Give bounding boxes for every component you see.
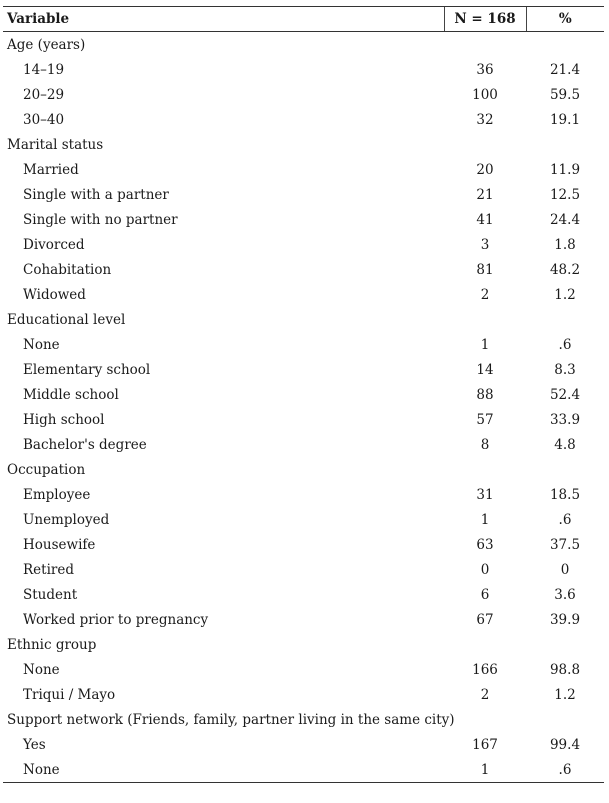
row-percent — [526, 132, 604, 157]
table-row — [3, 107, 604, 132]
row-count: 20 — [476, 161, 494, 178]
header-percent: % — [526, 7, 604, 32]
table-row — [3, 432, 604, 457]
row-percent: .6 — [558, 336, 572, 353]
row-label: Student — [23, 586, 78, 603]
row-percent: 98.8 — [549, 661, 581, 678]
table-row — [3, 507, 604, 532]
table-row — [3, 732, 604, 757]
row-percent — [526, 707, 604, 732]
table-row — [3, 482, 604, 507]
table-row — [3, 557, 604, 582]
row-count — [444, 307, 526, 332]
table-row — [3, 657, 604, 682]
table-row — [3, 532, 604, 557]
row-percent: 52.4 — [549, 386, 581, 403]
row-label: 14–19 — [23, 61, 65, 78]
row-percent: 1.8 — [554, 236, 576, 253]
row-count — [444, 457, 526, 482]
row-count: 1 — [444, 757, 526, 783]
row-label: None — [23, 336, 60, 353]
table-row — [3, 682, 604, 707]
table-row — [3, 207, 604, 232]
row-percent: .6 — [558, 511, 572, 528]
group-label: Support network (Friends, family, partner living in the same city) — [7, 711, 455, 728]
row-count: 100 — [472, 86, 498, 103]
row-label: Triqui / Mayo — [23, 686, 116, 703]
row-count: 8 — [480, 436, 490, 453]
row-count: 88 — [476, 386, 494, 403]
row-count: 0 — [480, 561, 490, 578]
group-row — [3, 457, 604, 482]
table-row — [3, 182, 604, 207]
group-label: Educational level — [7, 311, 126, 328]
table-header — [3, 7, 604, 32]
row-percent: 99.4 — [549, 736, 581, 753]
row-percent: 11.9 — [549, 161, 581, 178]
row-label: Single with a partner — [23, 186, 169, 203]
row-count: 6 — [480, 586, 490, 603]
row-label: High school — [23, 411, 105, 428]
table-body — [3, 32, 604, 783]
row-count: 14 — [476, 361, 494, 378]
row-count: 81 — [476, 261, 494, 278]
table-row — [3, 757, 604, 783]
row-percent: 19.1 — [549, 111, 581, 128]
row-count — [444, 632, 526, 657]
row-percent — [526, 32, 604, 58]
row-count — [444, 32, 526, 58]
row-label: Worked prior to pregnancy — [23, 611, 209, 628]
row-count — [444, 132, 526, 157]
group-row — [3, 32, 604, 58]
table-row — [3, 232, 604, 257]
row-percent: 8.3 — [554, 361, 576, 378]
row-label: Married — [23, 161, 79, 178]
row-count: 2 — [480, 286, 490, 303]
table-row — [3, 257, 604, 282]
header-row — [3, 7, 604, 32]
group-label: Age (years) — [7, 36, 86, 53]
row-percent — [526, 632, 604, 657]
row-count: 21 — [476, 186, 494, 203]
row-count: 41 — [476, 211, 494, 228]
row-percent — [526, 457, 604, 482]
row-percent: 18.5 — [549, 486, 581, 503]
row-percent: 4.8 — [554, 436, 576, 453]
row-label: Unemployed — [23, 511, 110, 528]
row-percent: 39.9 — [549, 611, 581, 628]
group-label: Ethnic group — [7, 636, 97, 653]
row-label: Elementary school — [23, 361, 151, 378]
row-percent: 0 — [560, 561, 570, 578]
row-percent: 3.6 — [554, 586, 576, 603]
row-count: 1 — [480, 336, 490, 353]
row-count: 3 — [480, 236, 490, 253]
row-percent: 12.5 — [549, 186, 581, 203]
group-row — [3, 632, 604, 657]
row-percent: 48.2 — [549, 261, 581, 278]
row-label: Housewife — [23, 536, 96, 553]
table-row — [3, 82, 604, 107]
row-percent: 59.5 — [549, 86, 581, 103]
row-label: Single with no partner — [23, 211, 178, 228]
row-label: 30–40 — [23, 111, 65, 128]
table-row — [3, 407, 604, 432]
demographics-table — [3, 6, 604, 783]
row-percent: 33.9 — [549, 411, 581, 428]
row-percent — [526, 307, 604, 332]
row-count: 2 — [480, 686, 490, 703]
table-row — [3, 382, 604, 407]
row-label: None — [23, 661, 60, 678]
row-label: Bachelor's degree — [23, 436, 147, 453]
row-count: 166 — [472, 661, 498, 678]
header-n: N = 168 — [444, 7, 526, 32]
row-percent: .6 — [526, 757, 604, 783]
group-label: Occupation — [7, 461, 86, 478]
table-row — [3, 582, 604, 607]
row-label: Employee — [23, 486, 91, 503]
row-label: Widowed — [23, 286, 86, 303]
row-label: Middle school — [23, 386, 119, 403]
row-label: Retired — [23, 561, 74, 578]
row-label: None — [3, 757, 444, 783]
row-label: 20–29 — [23, 86, 65, 103]
group-row — [3, 307, 604, 332]
row-count: 31 — [476, 486, 494, 503]
table-row — [3, 332, 604, 357]
table-row — [3, 57, 604, 82]
group-row — [3, 132, 604, 157]
row-percent: 1.2 — [554, 286, 576, 303]
table-row — [3, 357, 604, 382]
row-percent: 1.2 — [554, 686, 576, 703]
row-count: 57 — [476, 411, 494, 428]
row-count: 36 — [476, 61, 494, 78]
row-percent: 24.4 — [549, 211, 581, 228]
row-count: 32 — [476, 111, 494, 128]
table-row — [3, 157, 604, 182]
row-percent: 21.4 — [549, 61, 581, 78]
header-variable: Variable — [3, 7, 444, 32]
table-row — [3, 607, 604, 632]
group-label: Marital status — [7, 136, 104, 153]
row-count: 63 — [476, 536, 494, 553]
row-label: Divorced — [23, 236, 85, 253]
row-label: Yes — [23, 736, 46, 753]
row-count: 167 — [472, 736, 498, 753]
table-row — [3, 282, 604, 307]
row-percent: 37.5 — [549, 536, 581, 553]
group-row — [3, 707, 604, 732]
row-count: 1 — [480, 511, 490, 528]
row-count: 67 — [476, 611, 494, 628]
row-count — [444, 707, 526, 732]
row-label: Cohabitation — [23, 261, 112, 278]
